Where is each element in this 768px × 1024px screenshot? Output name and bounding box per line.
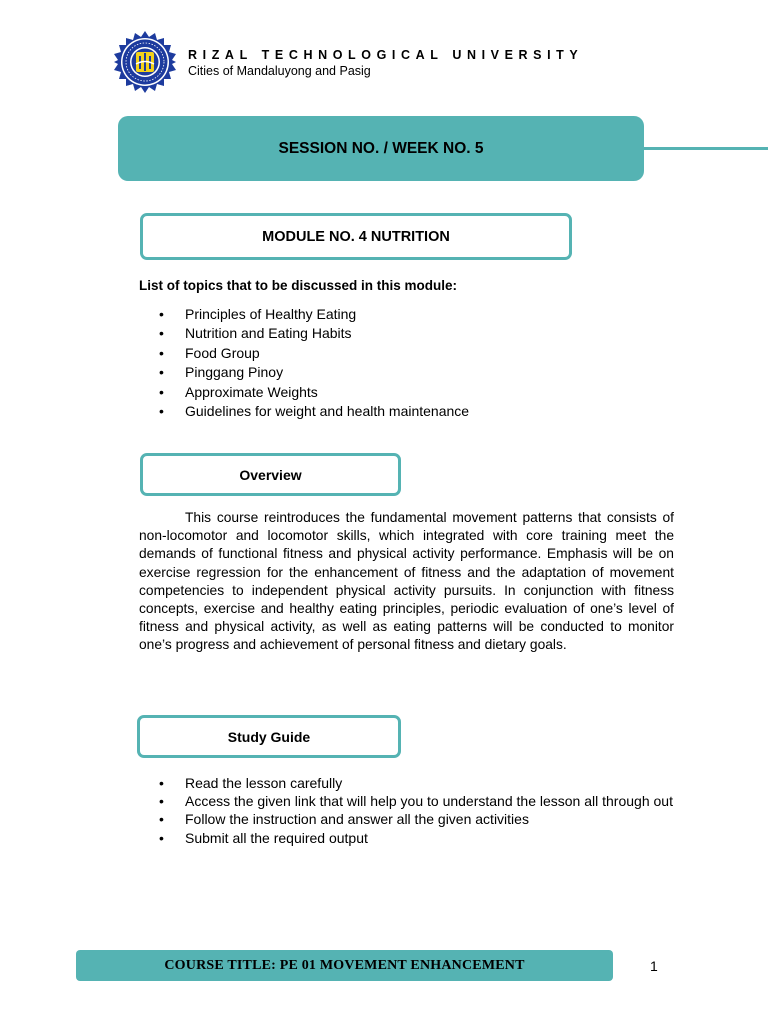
module-title-box xyxy=(140,213,572,260)
topics-heading: List of topics that to be discussed in this module: xyxy=(139,278,458,293)
list-item: • Approximate Weights xyxy=(139,383,679,402)
session-title: SESSION NO. / WEEK NO. 5 xyxy=(278,139,484,157)
session-divider-line xyxy=(644,147,768,150)
course-title-footer xyxy=(76,950,613,981)
list-item: • Nutrition and Eating Habits xyxy=(139,324,679,343)
study-guide-heading-box xyxy=(137,715,401,758)
university-seal-icon xyxy=(114,31,176,93)
university-name: RIZAL TECHNOLOGICAL UNIVERSITY xyxy=(188,48,584,62)
list-item: • Pinggang Pinoy xyxy=(139,363,679,382)
list-item: • Food Group xyxy=(139,344,679,363)
course-title: COURSE TITLE: PE 01 MOVEMENT ENHANCEMENT xyxy=(164,957,525,973)
university-subtitle: Cities of Mandaluyong and Pasig xyxy=(188,64,371,78)
list-item: • Submit all the required output xyxy=(139,830,674,847)
study-guide-heading: Study Guide xyxy=(227,728,311,745)
overview-paragraph: This course reintroduces the fundamental movement patterns that consists of non-locomotor and locomotor skills, which integrated with core training meet the demands of functional fitness and physical activity performance. Emphasis will be on exercise regression for the enhancement of fitness and the adaptation of movement competencies to independent physical activity pursuits. In conjunction with fitness concepts, exercise and healthy eating principles, periodic evaluation of one’s level of fitness and physical activity, as well as eating patterns will be conducted to monitor one’s progress and achievement of personal fitness and dietary goals. xyxy=(139,510,674,653)
module-title: MODULE NO. 4 NUTRITION xyxy=(262,228,450,245)
list-item: • Access the given link that will help you to understand the lesson all through out xyxy=(139,793,674,810)
list-item: • Guidelines for weight and health maintenance xyxy=(139,402,679,421)
page-number: 1 xyxy=(650,958,658,974)
overview-heading: Overview xyxy=(239,466,302,483)
topics-list xyxy=(139,305,679,421)
study-guide-list xyxy=(139,775,674,848)
list-item: • Principles of Healthy Eating xyxy=(139,305,679,324)
list-item: • Read the lesson carefully xyxy=(139,775,674,792)
list-item: • Follow the instruction and answer all the given activities xyxy=(139,811,674,828)
overview-heading-box xyxy=(140,453,401,496)
session-banner xyxy=(118,116,644,181)
